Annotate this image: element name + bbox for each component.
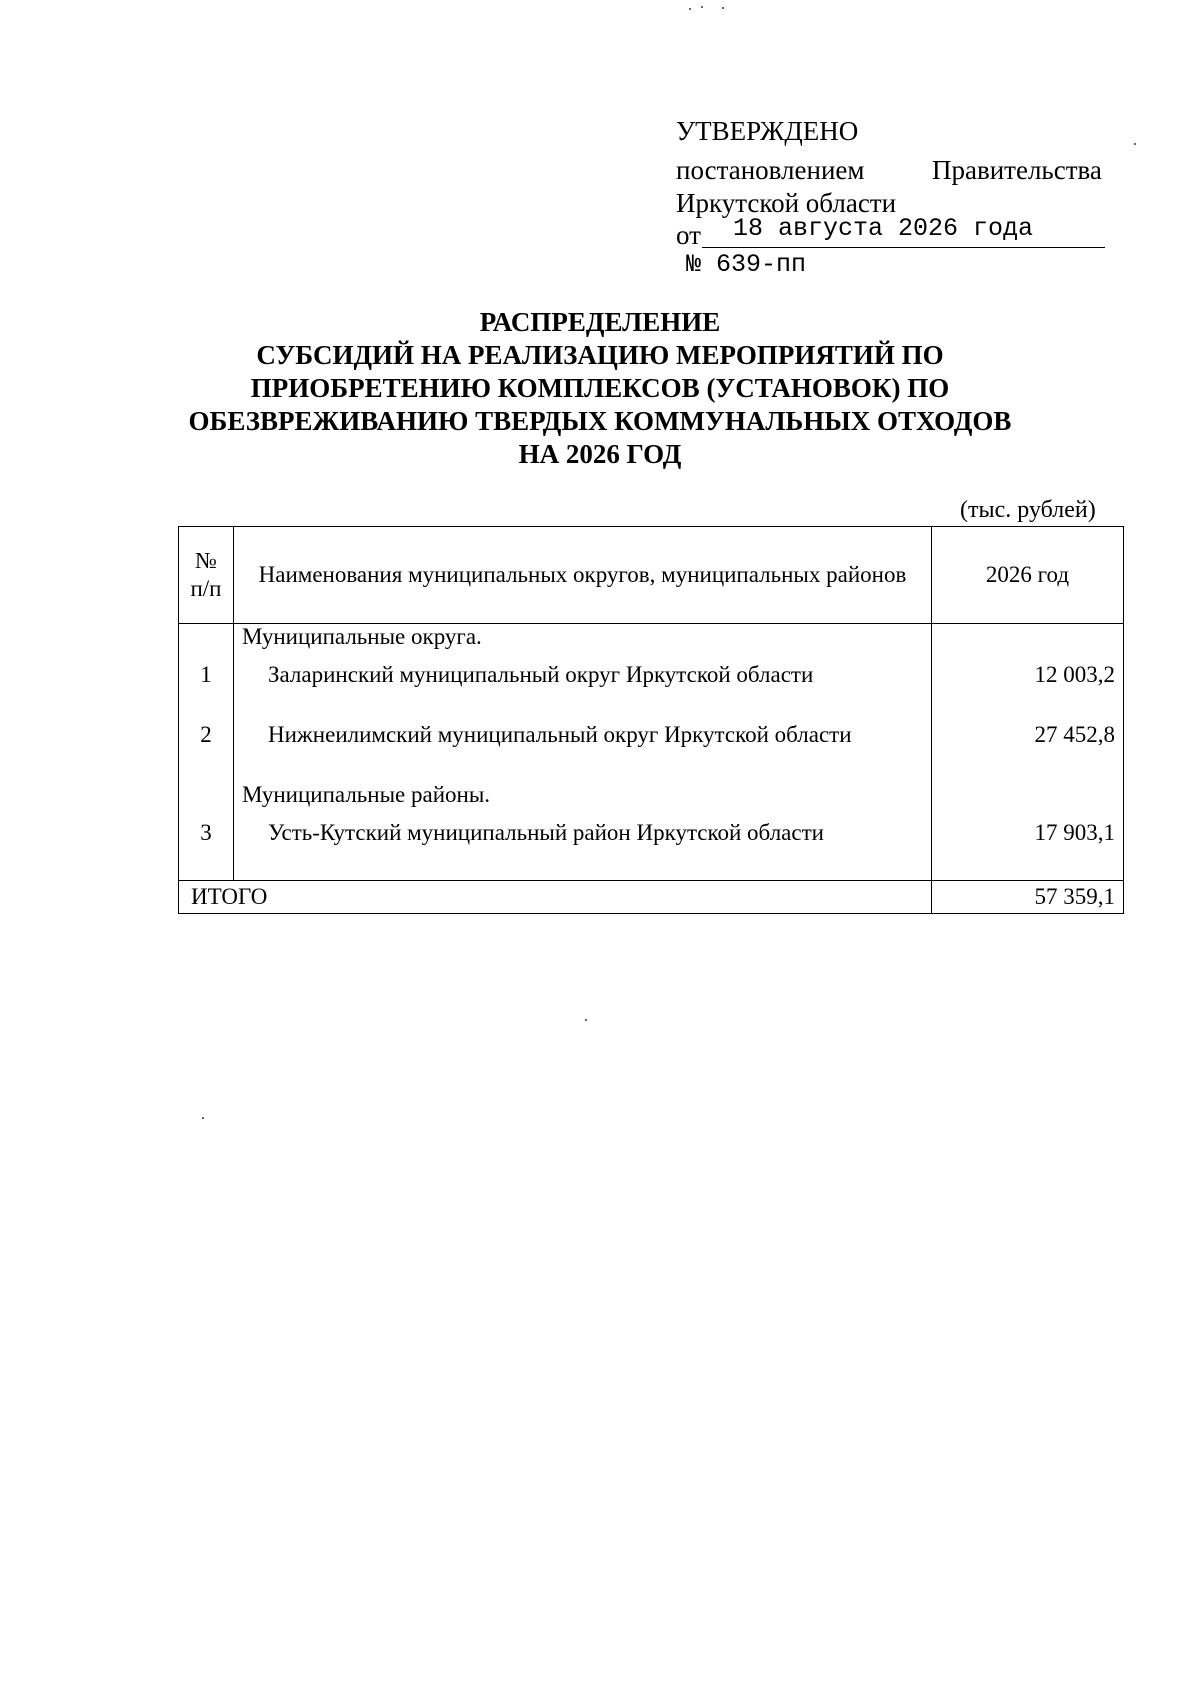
table-group-row bbox=[179, 782, 1124, 820]
scan-speck bbox=[689, 8, 691, 10]
row-value: 17 903,1 bbox=[932, 820, 1124, 881]
row-name: Усть-Кутский муниципальный район Иркутской области bbox=[234, 820, 932, 881]
table-row bbox=[179, 820, 1124, 881]
table-total-row bbox=[179, 881, 1124, 914]
row-number: 2 bbox=[179, 722, 234, 782]
units-label: (тыс. рублей) bbox=[960, 497, 1096, 523]
table-header-row bbox=[179, 527, 1124, 624]
header-number: № п/п bbox=[179, 527, 234, 624]
header-year: 2026 год bbox=[932, 527, 1124, 624]
table-row bbox=[179, 662, 1124, 722]
table-group-row bbox=[179, 624, 1124, 663]
scan-speck bbox=[585, 1019, 587, 1021]
approval-region: Иркутской области bbox=[676, 188, 897, 218]
group-label-okruga: Муниципальные округа. bbox=[234, 624, 932, 663]
approval-heading: УТВЕРЖДЕНО bbox=[676, 116, 859, 146]
title-line-4: ОБЕЗВРЕЖИВАНИЮ ТВЕРДЫХ КОММУНАЛЬНЫХ ОТХОДОВ bbox=[188, 406, 1012, 436]
approval-number: № 639-пп bbox=[686, 250, 807, 279]
row-number: 3 bbox=[179, 820, 234, 881]
total-value: 57 359,1 bbox=[932, 881, 1124, 914]
date-underline bbox=[702, 247, 1105, 248]
row-name: Заларинский муниципальный округ Иркутской области bbox=[234, 662, 932, 722]
approval-decree-word: постановлением bbox=[676, 155, 865, 185]
approval-government-word: Правительства bbox=[932, 155, 1102, 185]
distribution-table bbox=[178, 526, 1124, 914]
scan-speck bbox=[202, 1117, 204, 1119]
row-value: 12 003,2 bbox=[932, 662, 1124, 722]
table-row bbox=[179, 722, 1124, 782]
scan-speck bbox=[1134, 143, 1136, 145]
total-label: ИТОГО bbox=[179, 881, 932, 914]
approval-date-prefix: от bbox=[676, 220, 701, 250]
row-number: 1 bbox=[179, 662, 234, 722]
row-value: 27 452,8 bbox=[932, 722, 1124, 782]
scan-speck bbox=[722, 7, 724, 9]
title-line-1: РАСПРЕДЕЛЕНИЕ bbox=[479, 307, 721, 337]
title-line-5: НА 2026 ГОД bbox=[518, 439, 682, 469]
header-name: Наименования муниципальных округов, муниципальных районов bbox=[234, 527, 932, 624]
title-line-2: СУБСИДИЙ НА РЕАЛИЗАЦИЮ МЕРОПРИЯТИЙ ПО bbox=[256, 340, 944, 370]
title-line-3: ПРИОБРЕТЕНИЮ КОМПЛЕКСОВ (УСТАНОВОК) ПО bbox=[250, 373, 950, 403]
row-name: Нижнеилимский муниципальный округ Иркутской области bbox=[234, 722, 932, 782]
group-label-rayony: Муниципальные районы. bbox=[234, 782, 932, 820]
scan-speck bbox=[701, 6, 703, 8]
approval-date: 18 августа 2026 года bbox=[733, 214, 1034, 243]
